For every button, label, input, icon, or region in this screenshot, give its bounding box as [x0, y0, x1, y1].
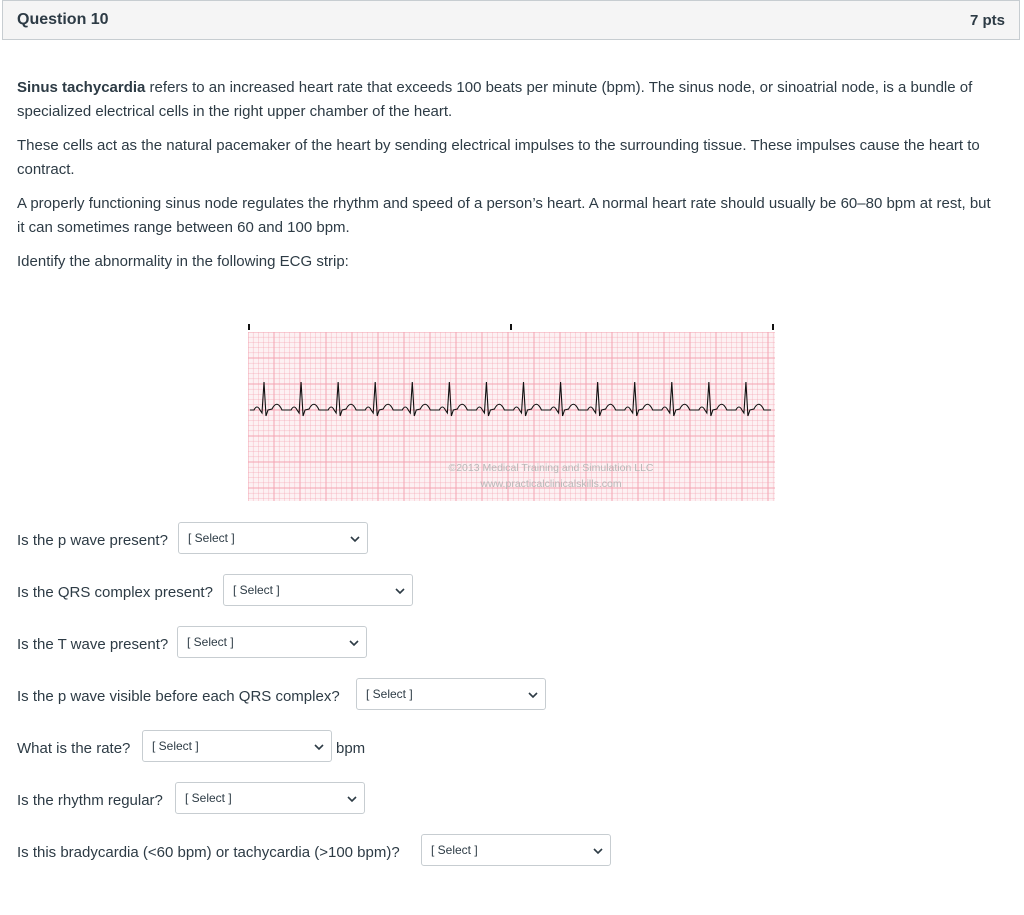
select-placeholder: [ Select ]	[185, 791, 232, 805]
p-wave-present-select[interactable]	[178, 522, 368, 554]
ecg-marker-tick	[772, 324, 774, 330]
intro-paragraph-1	[17, 76, 1002, 124]
ecg-watermark-line1: ©2013 Medical Training and Simulation LLC	[448, 462, 654, 474]
chevron-down-icon	[394, 585, 406, 597]
rhythm-regular-select[interactable]	[175, 782, 365, 814]
chevron-down-icon	[592, 845, 604, 857]
ecg-strip-image	[248, 332, 775, 501]
qrs-present-select[interactable]	[223, 574, 413, 606]
select-placeholder: [ Select ]	[187, 635, 234, 649]
question-title: Question 10	[17, 11, 109, 28]
chevron-down-icon	[313, 741, 325, 753]
intro-paragraph-4: Identify the abnormality in the following ECG strip:	[17, 253, 349, 270]
brady-tachy-select[interactable]	[421, 834, 611, 866]
chevron-down-icon	[348, 637, 360, 649]
t-wave-present-select[interactable]	[177, 626, 367, 658]
intro-paragraph-2: These cells act as the natural pacemaker of the heart by sending electrical impulses to the surrounding tissue. These impulses cause the heart to contract.	[17, 137, 980, 178]
question-label: Is the QRS complex present?	[17, 584, 213, 601]
question-label: Is the p wave visible before each QRS complex?	[17, 688, 340, 705]
p-before-qrs-select[interactable]	[356, 678, 546, 710]
select-placeholder: [ Select ]	[152, 739, 199, 753]
intro-bold-term: Sinus tachycardia	[17, 79, 146, 96]
ecg-watermark-line2: www.practicalclinicalskills.com	[480, 478, 622, 490]
ecg-marker-tick	[248, 324, 250, 330]
question-label: Is the rhythm regular?	[17, 792, 163, 809]
question-label: Is the p wave present?	[17, 532, 168, 549]
select-placeholder: [ Select ]	[233, 583, 280, 597]
chevron-down-icon	[349, 533, 361, 545]
intro-paragraph-1-text: refers to an increased heart rate that exceeds 100 beats per minute (bpm). The sinus node, or sinoatrial node, is a bundle of specialized electrical cells in the right upper chamber of the heart.	[17, 79, 973, 120]
question-label: Is this bradycardia (<60 bpm) or tachycardia (>100 bpm)?	[17, 844, 400, 861]
question-header	[2, 0, 1020, 40]
chevron-down-icon	[346, 793, 358, 805]
rate-unit: bpm	[336, 740, 366, 757]
select-placeholder: [ Select ]	[431, 843, 478, 857]
question-points: 7 pts	[969, 12, 1005, 29]
question-label: What is the rate?	[17, 740, 131, 757]
rate-select[interactable]	[142, 730, 332, 762]
ecg-marker-tick	[510, 324, 512, 330]
chevron-down-icon	[527, 689, 539, 701]
ecg-background	[248, 332, 775, 501]
intro-paragraph-3: A properly functioning sinus node regulates the rhythm and speed of a person’s heart. A normal heart rate should usually be 60–80 bpm at rest, but it can sometimes range between 60 and 100 bpm.	[17, 195, 991, 236]
select-placeholder: [ Select ]	[366, 687, 413, 701]
select-placeholder: [ Select ]	[188, 531, 235, 545]
question-label: Is the T wave present?	[17, 636, 169, 653]
